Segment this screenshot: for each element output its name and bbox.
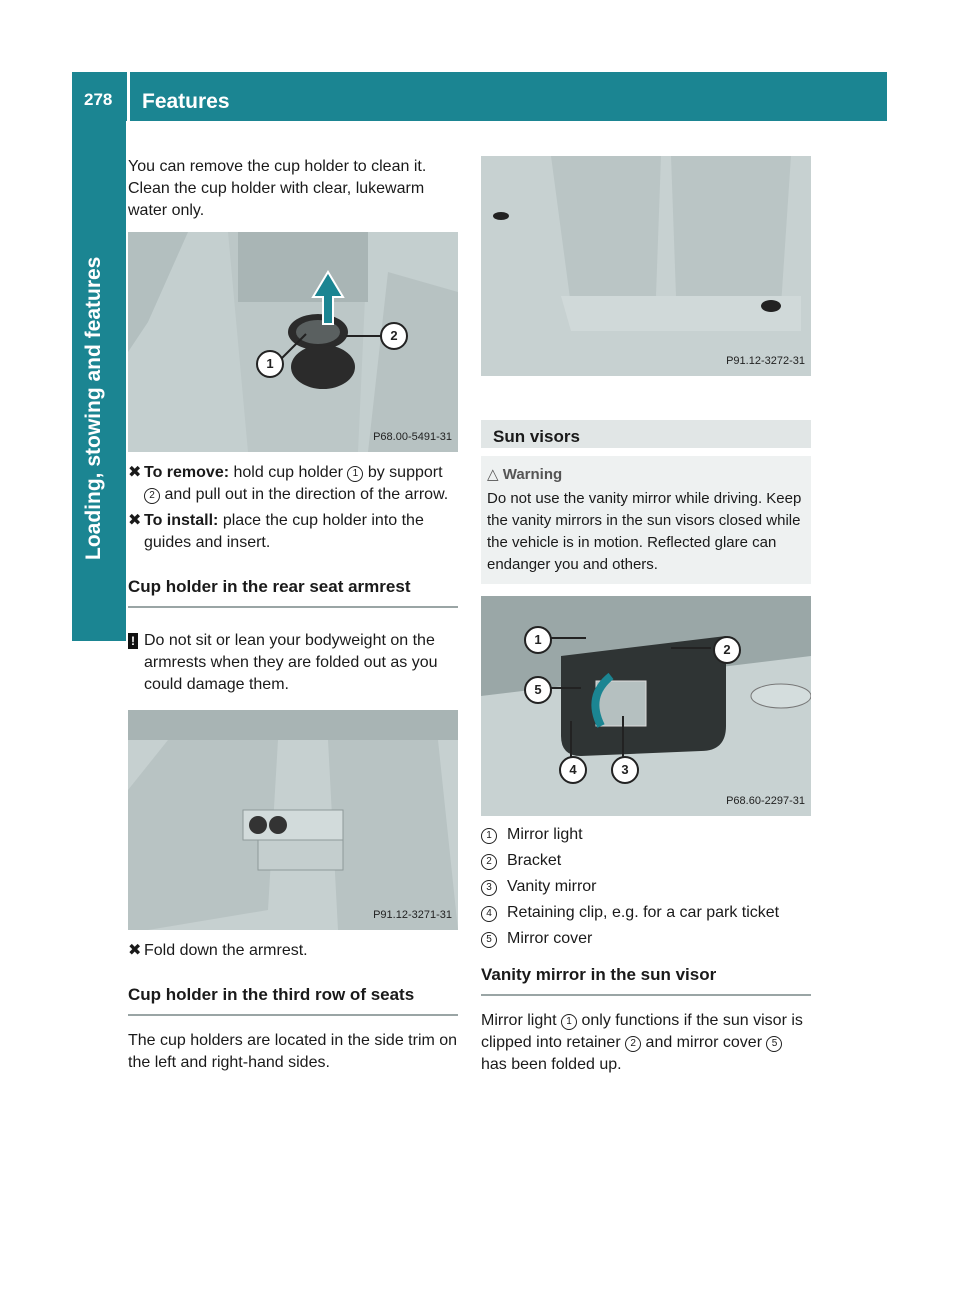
header-title: Features	[142, 90, 230, 113]
step-arrow-icon: ✖	[128, 942, 142, 959]
para-text: has been folded up.	[481, 1056, 622, 1073]
step-text: and pull out in the direction of the arrow.	[160, 486, 449, 503]
step-fold-down	[128, 940, 458, 962]
step-text: Fold down the armrest.	[144, 942, 308, 959]
legend-number: 3	[481, 880, 497, 896]
callout-4: 4	[559, 756, 587, 784]
step-arrow-icon: ✖	[128, 512, 142, 529]
step-install	[128, 510, 458, 554]
warning-text: Do not use the vanity mirror while driving. Keep the vanity mirrors in the sun visors closed while the vehicle is in motion. Reflected glare can endanger you and others.	[487, 490, 802, 573]
legend-number: 5	[481, 932, 497, 948]
page-header	[72, 72, 887, 121]
step-remove	[128, 462, 458, 506]
callout-2: 2	[713, 636, 741, 664]
ref-2: 2	[625, 1036, 641, 1052]
ref-2: 2	[144, 488, 160, 504]
figure-sun-visor	[481, 596, 811, 816]
list-item	[481, 850, 811, 872]
legend-label: Bracket	[507, 852, 562, 869]
list-item	[481, 876, 811, 898]
list-item	[481, 824, 811, 846]
chapter-title: Loading, stowing and features	[82, 256, 105, 560]
legend-number: 1	[481, 828, 497, 844]
list-item	[481, 902, 811, 924]
heading-third-row: Cup holder in the third row of seats	[128, 984, 458, 1016]
step-text: by support	[363, 464, 443, 481]
heading-sun-visors: Sun visors	[481, 420, 811, 448]
figure-code: P91.12-3271-31	[373, 909, 452, 921]
warning-icon: △	[487, 466, 499, 483]
legend-list	[481, 824, 811, 950]
callout-1: 1	[524, 626, 552, 654]
notice-armrest	[128, 630, 458, 696]
ref-1: 1	[347, 466, 363, 482]
chapter-marker	[72, 562, 126, 641]
page-number: 278	[84, 90, 113, 109]
list-item	[481, 928, 811, 950]
ref-1: 1	[561, 1014, 577, 1030]
warning-box	[481, 456, 811, 584]
legend-label: Retaining clip, e.g. for a car park ticket	[507, 904, 780, 921]
legend-label: Mirror light	[507, 826, 583, 843]
step-lead: To remove:	[144, 464, 230, 481]
step-arrow-icon: ✖	[128, 464, 142, 481]
para-text: and mirror cover	[641, 1034, 767, 1051]
legend-label: Mirror cover	[507, 930, 593, 947]
callout-1: 1	[256, 350, 284, 378]
exclamation-icon: !	[128, 633, 138, 649]
intro-text: You can remove the cup holder to clean it. Clean the cup holder with clear, lukewarm water only.	[128, 158, 427, 219]
figure-code: P91.12-3272-31	[726, 355, 805, 367]
left-column	[128, 156, 458, 1074]
figure-third-row	[481, 156, 811, 376]
ref-5: 5	[766, 1036, 782, 1052]
warning-header	[487, 464, 803, 486]
legend-label: Vanity mirror	[507, 878, 597, 895]
legend-number: 4	[481, 906, 497, 922]
callout-5: 5	[524, 676, 552, 704]
figure-rear-armrest	[128, 710, 458, 930]
third-row-illustration	[481, 156, 811, 376]
callout-2: 2	[380, 322, 408, 350]
step-text: place the cup holder into the guides and insert.	[144, 512, 424, 551]
header-divider	[127, 72, 130, 121]
cup-holder-illustration	[128, 232, 458, 452]
para-text: only functions if the sun visor is clipped into retainer	[481, 1012, 803, 1051]
figure-cup-holder	[128, 232, 458, 452]
step-lead: To install:	[144, 512, 219, 529]
legend-number: 2	[481, 854, 497, 870]
step-text: hold cup holder	[229, 464, 348, 481]
vanity-mirror-text	[481, 1010, 811, 1076]
figure-code: P68.60-2297-31	[726, 795, 805, 807]
heading-rear-armrest: Cup holder in the rear seat armrest	[128, 576, 458, 608]
rear-armrest-illustration	[128, 710, 458, 930]
para-text: Mirror light	[481, 1012, 562, 1029]
callout-3: 3	[611, 756, 639, 784]
warning-title: Warning	[502, 466, 563, 483]
notice-text: Do not sit or lean your bodyweight on the armrests when they are folded out as you could damage them.	[144, 632, 438, 693]
right-column	[481, 156, 811, 1076]
figure-code: P68.00-5491-31	[373, 431, 452, 443]
heading-vanity-mirror: Vanity mirror in the sun visor	[481, 964, 811, 996]
third-row-text: The cup holders are located in the side trim on the left and right-hand sides.	[128, 1032, 458, 1071]
